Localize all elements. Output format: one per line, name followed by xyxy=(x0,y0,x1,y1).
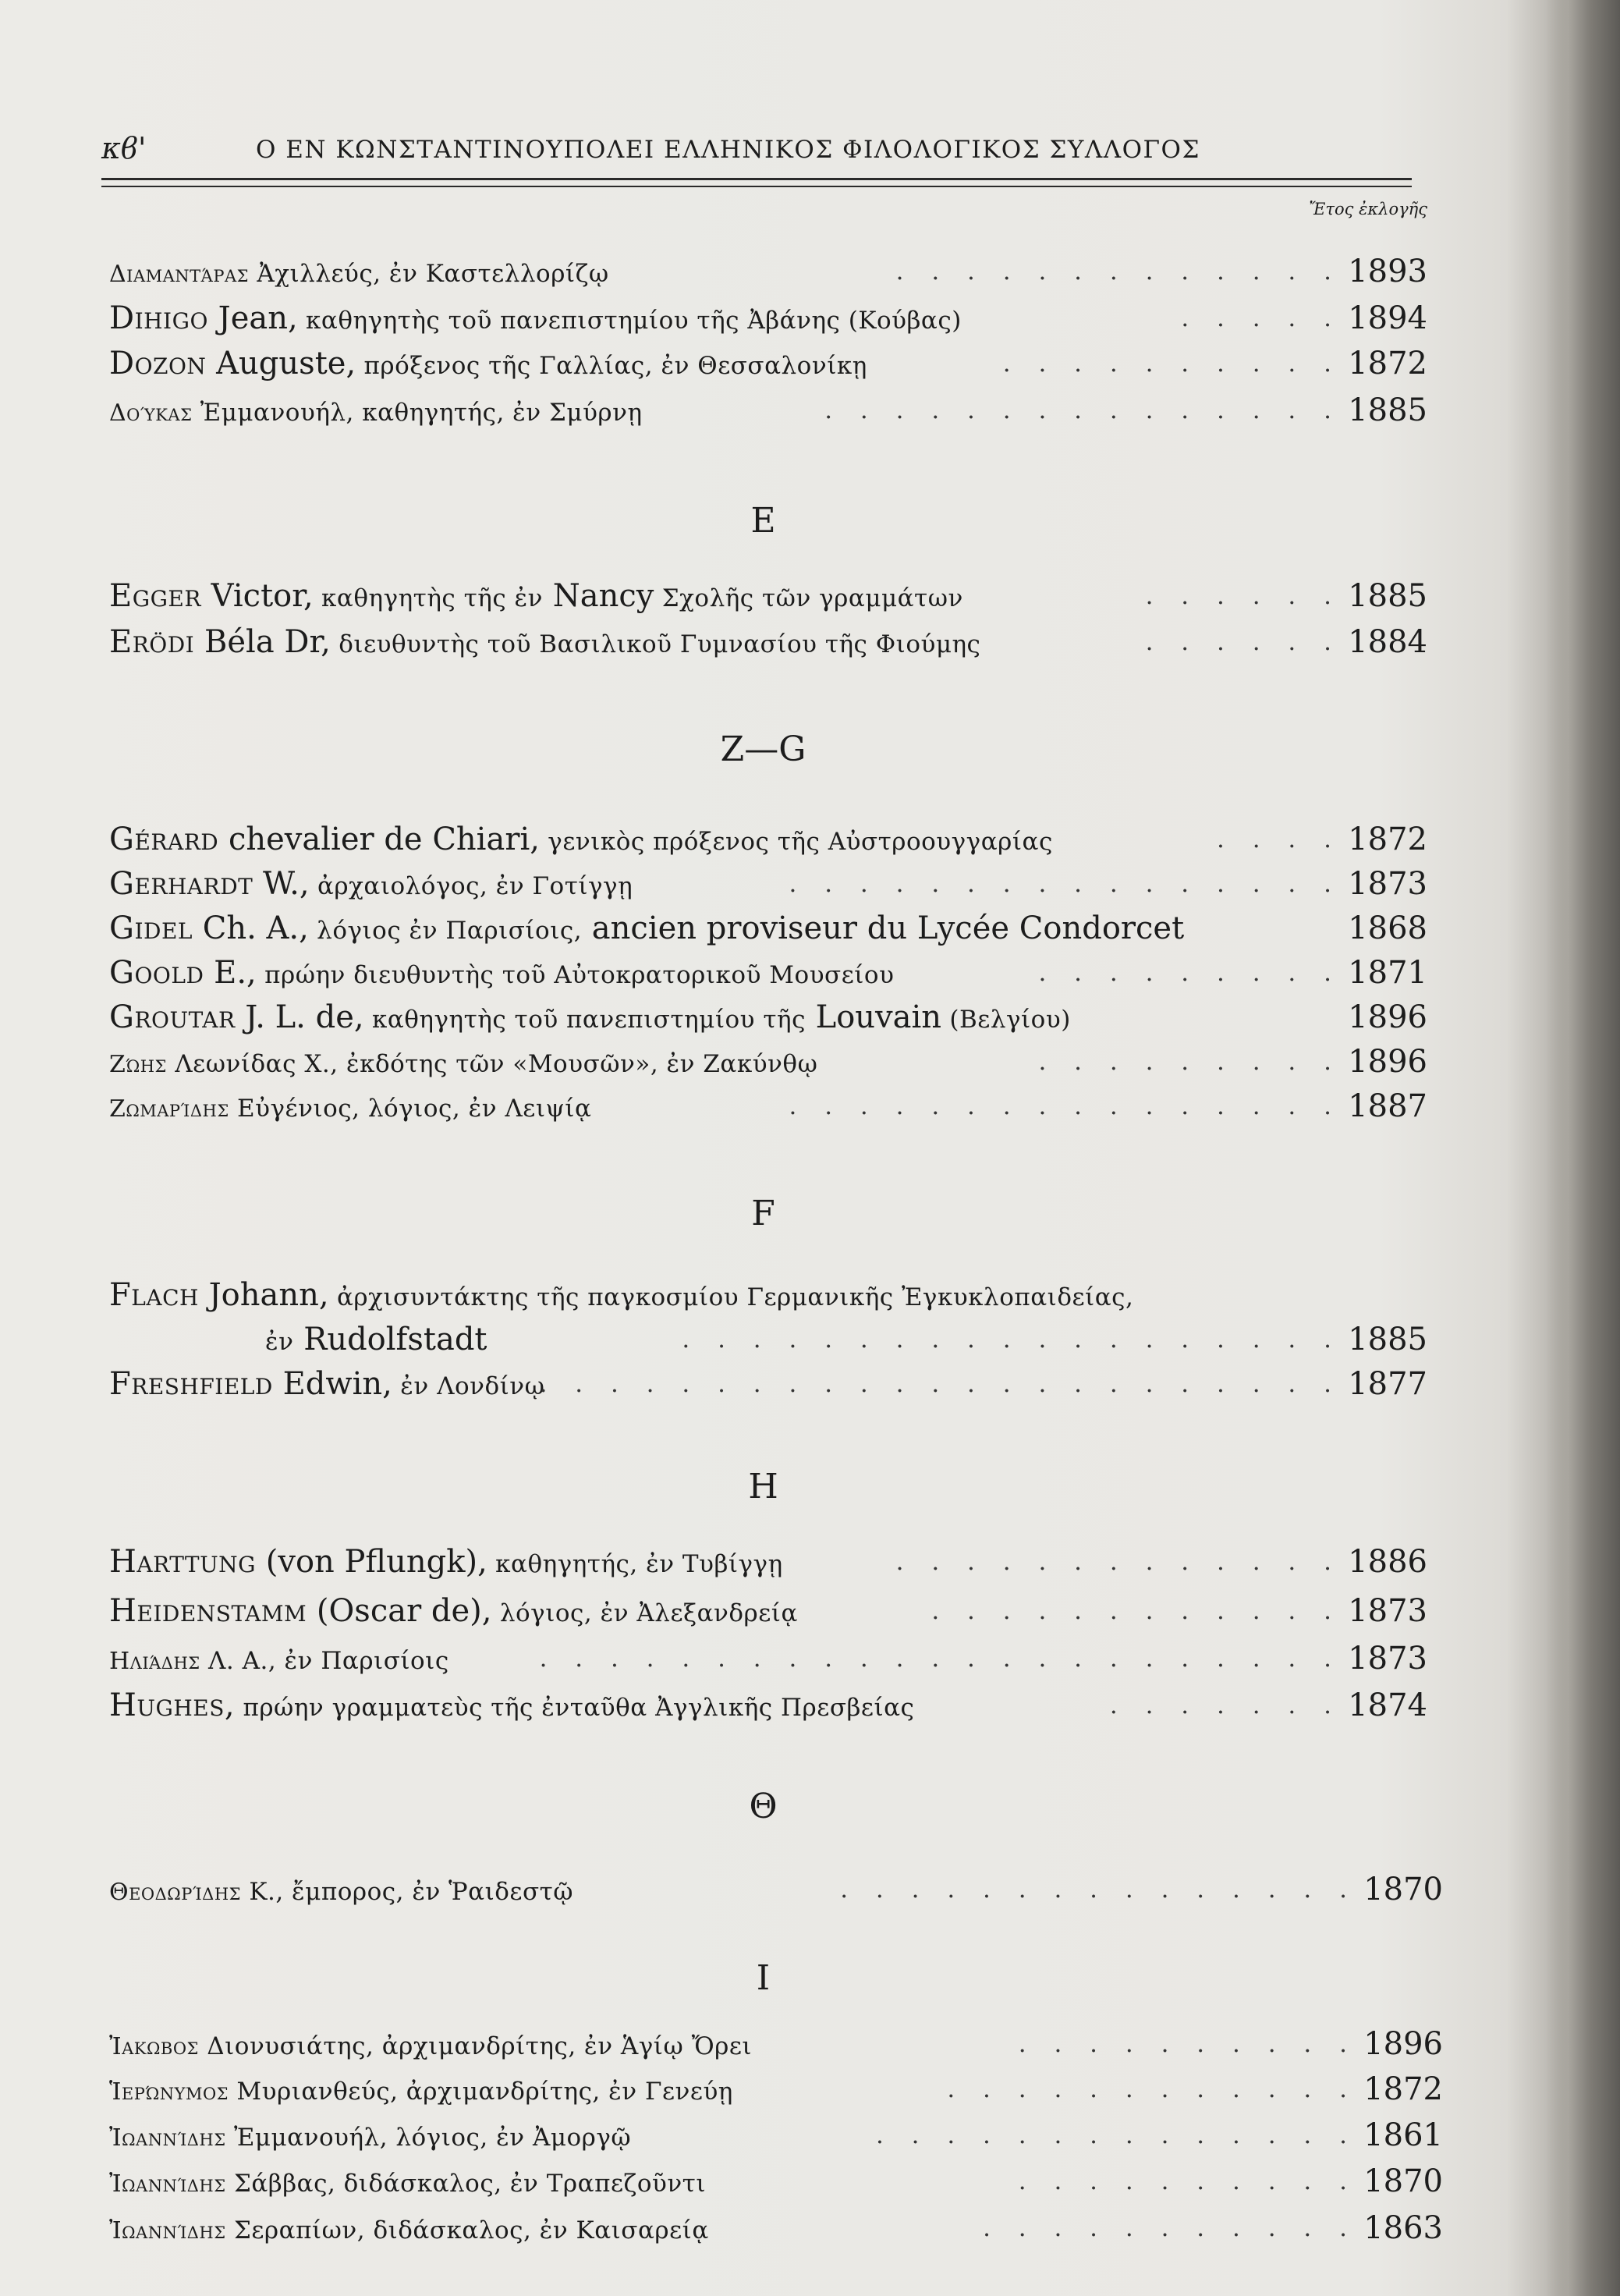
entry-name: Heidenstamm xyxy=(109,1593,307,1629)
entry-name: Gidel xyxy=(109,910,193,946)
entry-year: 1872 xyxy=(1348,822,1427,857)
entry-desc-latin: ancien proviseur du Lycée Condorcet xyxy=(582,910,1185,946)
list-entry xyxy=(109,819,1427,860)
entry-name: Ἰωαννίδης xyxy=(109,2170,226,2198)
page-number: κϐ' xyxy=(101,131,147,165)
entry-year: 1884 xyxy=(1348,624,1427,660)
list-entry xyxy=(109,251,1427,292)
list-entry xyxy=(109,953,1427,993)
list-entry xyxy=(109,1275,1427,1315)
section-heading-f: F xyxy=(751,1194,775,1233)
entry-given-name: Johann, xyxy=(198,1277,329,1313)
column-heading-year: Ἔτος ἐκλογῆς xyxy=(1309,200,1427,218)
entry-name: Goold xyxy=(109,955,204,991)
leader-dots: . . . . . xyxy=(1181,304,1342,332)
entry-given-name: Jean, xyxy=(207,300,298,336)
entry-year: 1873 xyxy=(1348,1593,1427,1629)
entry-name: Freshfield xyxy=(109,1366,273,1402)
leader-dots: . . . . . . xyxy=(1145,628,1342,656)
entry-desc: Κ., ἔμπορος, ἐν Ῥαιδεστῷ xyxy=(240,1878,574,1906)
entry-desc: λόγιος ἐν Παρισίοις, xyxy=(308,917,583,945)
section-heading-h: H xyxy=(748,1467,778,1506)
entry-year: 1873 xyxy=(1348,866,1427,902)
entry-year: 1870 xyxy=(1363,1872,1443,1907)
leader-dots: . . . . . . xyxy=(1145,582,1342,610)
entry-name: Θεοδωρίδης xyxy=(109,1879,241,1906)
entry-desc: Σεραπίων, διδάσκαλος, ἐν Καισαρείᾳ xyxy=(225,2216,709,2245)
entry-name: Ἰακωβος xyxy=(109,2033,199,2060)
list-entry xyxy=(109,1364,1427,1404)
entry-name: Ηλιάδης xyxy=(109,1648,200,1675)
entry-year: 1861 xyxy=(1363,2117,1443,2153)
entry-given-name: Auguste, xyxy=(206,346,356,381)
header-rule-thin xyxy=(101,186,1412,187)
entry-year: 1887 xyxy=(1348,1088,1427,1124)
leader-dots: . . . . . . . . . . . . . . . . . . . xyxy=(682,1325,1342,1354)
entry-given-name: Edwin, xyxy=(272,1366,392,1402)
entry-desc: γενικὸς πρόξενος τῆς Αὐστροουγγαρίας xyxy=(539,828,1053,856)
entry-place: Nancy xyxy=(543,578,654,614)
entry-year: 1896 xyxy=(1363,2026,1443,2062)
entry-name: Groutar xyxy=(109,999,236,1035)
list-entry xyxy=(109,622,1427,662)
entry-desc-2: (Βελγίου) xyxy=(941,1006,1071,1034)
entry-year: 1894 xyxy=(1348,300,1427,336)
entry-name: Dozon xyxy=(109,346,207,381)
entry-given-name: Ch. A., xyxy=(193,910,309,946)
entry-desc: Λ. Α., ἐν Παρισίοις xyxy=(200,1647,449,1675)
leader-dots: . . . . . . . . . . . . . . . . xyxy=(789,870,1342,898)
running-title: Ο ΕΝ ΚΩΝΣΤΑΝΤΙΝΟΥΠΟΛΕΙ ΕΛΛΗΝΙΚΟΣ ΦΙΛΟΛΟΓΙΚΟΣ ΣΥΛΛΟΓΟΣ xyxy=(256,136,1200,164)
entry-desc: ἀρχισυντάκτης τῆς παγκοσμίου Γερμανικῆς Ἐγκυκλοπαιδείας, xyxy=(328,1283,1134,1311)
entry-year: 1871 xyxy=(1348,955,1427,991)
entry-given-name: Victor, xyxy=(200,578,314,614)
entry-desc: πρόξενος τῆς Γαλλίας, ἐν Θεσσαλονίκῃ xyxy=(356,352,867,380)
leader-dots: . . . . . . . . . . xyxy=(1002,350,1342,378)
entry-year: 1896 xyxy=(1348,999,1427,1035)
leader-dots: . . . . . . . . . . . . xyxy=(947,2075,1357,2103)
entry-year: 1885 xyxy=(1348,392,1427,428)
entry-name: Διαμαντάρας xyxy=(109,261,249,288)
book-spine-shadow xyxy=(1546,0,1620,2296)
list-entry xyxy=(109,1542,1427,1582)
list-entry xyxy=(109,997,1427,1038)
leader-dots: . . . . . . . . . . . . . . . . . . . . . . . xyxy=(539,1370,1342,1398)
list-entry xyxy=(109,908,1427,949)
entry-desc: πρώην διευθυντὴς τοῦ Αὐτοκρατορικοῦ Μουσείου xyxy=(256,961,895,989)
leader-dots: . . . . . . . . . xyxy=(1038,1048,1342,1076)
entry-desc: ἐν Λονδίνῳ xyxy=(392,1372,545,1400)
entry-name: Ἰωαννίδης xyxy=(109,2217,226,2245)
entry-given-name: chevalier de Chiari, xyxy=(218,822,540,857)
page-header xyxy=(101,131,1412,178)
leader-dots: . . . . . . . xyxy=(1109,1691,1342,1719)
entry-desc: λόγιος, ἐν Ἀλεξανδρείᾳ xyxy=(491,1599,798,1627)
entry-desc: καθηγητὴς τῆς ἐν xyxy=(313,584,544,612)
entry-given-name: W., xyxy=(253,866,310,902)
entry-year: 1872 xyxy=(1348,346,1427,381)
entry-name: Ζωμαρίδης xyxy=(109,1095,229,1123)
list-entry xyxy=(109,1685,1427,1726)
entry-year: 1886 xyxy=(1348,1544,1427,1580)
list-entry xyxy=(109,343,1427,384)
entry-name: Flach xyxy=(109,1277,199,1313)
list-entry xyxy=(109,2115,1443,2156)
leader-dots: . . . . . . . . . . xyxy=(1018,2167,1357,2195)
entry-name: Hughes, xyxy=(109,1687,236,1723)
entry-name: Dihigo xyxy=(109,300,208,336)
leader-dots: . . . . . . . . . . . . . xyxy=(895,1548,1342,1576)
leader-dots: . . . . . . . . . . . . . xyxy=(895,257,1342,286)
entry-desc: καθηγητὴς τοῦ πανεπιστημίου τῆς Ἀβάνης (Κούβας) xyxy=(297,307,962,335)
section-heading-i: I xyxy=(756,1958,771,1998)
section-heading-zg: Z—G xyxy=(720,729,806,769)
entry-desc: πρώην γραμματεὺς τῆς ἐνταῦθα Ἀγγλικῆς Πρεσβείας xyxy=(235,1694,915,1722)
entry-name: Egger xyxy=(109,578,201,614)
entry-name: Δούκας xyxy=(109,399,193,427)
entry-year: 1896 xyxy=(1348,1044,1427,1080)
entry-year: 1877 xyxy=(1348,1366,1427,1402)
entry-name: Erödi xyxy=(109,624,195,660)
list-entry xyxy=(109,864,1427,904)
entry-given-name: (Oscar de), xyxy=(307,1593,492,1629)
leader-dots: . . . . . . . . . . . . . . . xyxy=(824,396,1342,424)
entry-year: 1868 xyxy=(1348,910,1427,946)
entry-given-name: E., xyxy=(204,955,257,991)
section-heading-e: E xyxy=(750,501,776,541)
entry-desc: Εὐγένιος, λόγιος, ἐν Λειψίᾳ xyxy=(229,1095,592,1123)
leader-dots: . . . . . . . . . . . xyxy=(983,2214,1357,2242)
list-entry-continuation xyxy=(265,1319,1427,1360)
entry-given-name: (von Pflungk), xyxy=(256,1544,487,1580)
entry-desc: Λεωνίδας Χ., ἐκδότης τῶν «Μουσῶν», ἐν Ζακύνθῳ xyxy=(166,1050,818,1078)
entry-desc: ἐν xyxy=(265,1328,294,1356)
list-entry xyxy=(109,1042,1427,1082)
list-entry xyxy=(109,1869,1443,1910)
list-entry xyxy=(109,2208,1443,2248)
list-entry xyxy=(109,2069,1443,2110)
leader-dots: . . . . . . . . . . . . . . xyxy=(875,2121,1357,2149)
entry-name: Gerhardt xyxy=(109,866,253,902)
entry-year: 1893 xyxy=(1348,254,1427,289)
list-entry xyxy=(109,298,1427,339)
entry-desc: Διονυσιάτης, ἀρχιμανδρίτης, ἐν Ἁγίῳ Ὄρει xyxy=(198,2032,753,2060)
entry-desc: Ἐμμανουήλ, καθηγητής, ἐν Σμύρνῃ xyxy=(192,399,643,427)
entry-name: Ζώης xyxy=(109,1051,167,1078)
list-entry xyxy=(109,390,1427,431)
entry-desc: διευθυντὴς τοῦ Βασιλικοῦ Γυμνασίου τῆς Φιούμης xyxy=(330,630,981,658)
list-entry xyxy=(109,2161,1443,2202)
list-entry xyxy=(109,1086,1427,1127)
leader-dots: . . . . . . . . . . . . . . . xyxy=(840,1875,1357,1904)
entry-desc: Μυριανθεύς, ἀρχιμανδρίτης, ἐν Γενεύῃ xyxy=(229,2078,733,2106)
entry-year: 1872 xyxy=(1363,2071,1443,2107)
entry-year: 1863 xyxy=(1363,2210,1443,2246)
entry-place: Rudolfstadt xyxy=(293,1322,487,1357)
entry-year: 1873 xyxy=(1348,1641,1427,1677)
section-heading-theta: Θ xyxy=(749,1787,778,1826)
leader-dots: . . . . . . . . . . . . . . . . . . . . . . . xyxy=(539,1645,1342,1673)
leader-dots: . . . . xyxy=(1217,825,1342,853)
leader-dots: . . . . . . . . . . . . xyxy=(931,1597,1342,1625)
entry-year: 1870 xyxy=(1363,2163,1443,2199)
entry-given-name: J. L. de, xyxy=(235,999,364,1035)
leader-dots: . . . . . . . . . xyxy=(1038,959,1342,987)
entry-desc-2: Σχολῆς τῶν γραμμάτων xyxy=(654,584,963,612)
entry-desc: καθηγητὴς τοῦ πανεπιστημίου τῆς xyxy=(363,1006,806,1034)
header-rule-thick xyxy=(101,178,1412,180)
entry-name: Harttung xyxy=(109,1544,257,1580)
list-entry xyxy=(109,2024,1443,2064)
entry-desc: ἀρχαιολόγος, ἐν Γοτίγγῃ xyxy=(309,872,633,900)
entry-name: Ἰωαννίδης xyxy=(109,2124,226,2152)
entry-desc: Ἐμμανουήλ, λόγιος, ἐν Ἀμοργῷ xyxy=(225,2124,632,2152)
leader-dots: . . . . . . . . . . . . . . . . xyxy=(789,1092,1342,1120)
list-entry xyxy=(109,576,1427,616)
entry-year: 1885 xyxy=(1348,1322,1427,1357)
entry-name: Ἱερώνυμος xyxy=(109,2078,229,2106)
entry-desc: Ἀχιλλεύς, ἐν Καστελλορίζῳ xyxy=(248,260,609,288)
entry-place: Louvain xyxy=(805,999,942,1035)
entry-desc: Σάββας, διδάσκαλος, ἐν Τραπεζοῦντι xyxy=(225,2170,706,2198)
entry-desc: καθηγητής, ἐν Τυβίγγῃ xyxy=(487,1550,783,1578)
entry-name: Gérard xyxy=(109,822,219,857)
entry-year: 1885 xyxy=(1348,578,1427,614)
entry-given-name: Béla Dr, xyxy=(194,624,331,660)
list-entry xyxy=(109,1638,1427,1679)
list-entry xyxy=(109,1591,1427,1631)
leader-dots: . . . . . . . . . . xyxy=(1018,2030,1357,2058)
entry-year: 1874 xyxy=(1348,1687,1427,1723)
